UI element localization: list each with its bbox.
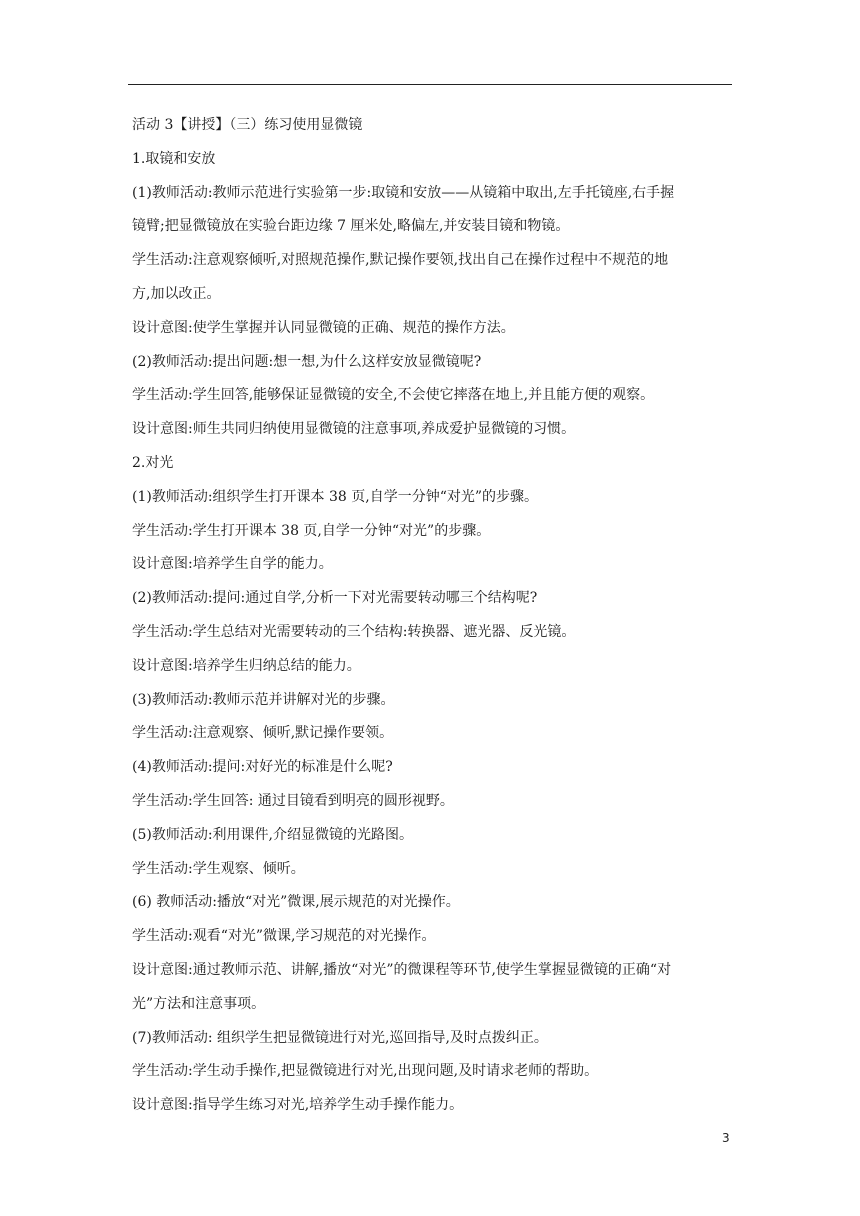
text-line: (1)教师活动:组织学生打开课本 38 页,自学一分钟“对光”的步骤。 [132,488,539,505]
text-line: 学生活动:学生打开课本 38 页,自学一分钟“对光”的步骤。 [132,522,491,539]
text-line: (4)教师活动:提问:对好光的标准是什么呢? [132,759,393,776]
text-line: 方,加以改正。 [132,285,221,302]
section-heading-1: 1.取镜和安放 [132,150,216,167]
text-line: 设计意图:指导学生练习对光,培养学生动手操作能力。 [132,1097,464,1114]
text-line: 设计意图:师生共同归纳使用显微镜的注意事项,养成爱护显微镜的习惯。 [132,421,576,438]
text-line: 光”方法和注意事项。 [132,995,266,1012]
text-line: 设计意图:培养学生自学的能力。 [132,556,333,573]
text-line: 设计意图:通过教师示范、讲解,播放“对光”的微课程等环节,使学生掌握显微镜的正确“对 [132,961,672,978]
text-line: (5)教师活动:利用课件,介绍显微镜的光路图。 [132,826,413,843]
activity-heading: 活动 3【讲授】（三）练习使用显微镜 [132,117,363,133]
header-rule [128,84,732,85]
text-line: 学生活动:学生回答,能够保证显微镜的安全,不会使它摔落在地上,并且能方便的观察。 [132,387,655,404]
section-heading-2: 2.对光 [132,454,174,471]
text-line: 学生活动:学生观察、倾听。 [132,860,305,877]
text-line: (2)教师活动:提出问题:想一想,为什么这样安放显微镜呢? [132,353,482,370]
text-line: 镜臂;把显微镜放在实验台距边缘 7 厘米处,略偏左,并安装目镜和物镜。 [132,218,570,235]
text-line: 学生活动:学生总结对光需要转动的三个结构:转换器、遮光器、反光镜。 [132,623,576,640]
text-line: 设计意图:培养学生归纳总结的能力。 [132,657,361,674]
text-line: 学生活动:学生动手操作,把显微镜进行对光,出现问题,及时请求老师的帮助。 [132,1063,599,1080]
text-line: 学生活动:注意观察倾听,对照规范操作,默记操作要领,找出自己在操作过程中不规范的地 [132,252,669,269]
page-number: 3 [722,1131,730,1145]
document-body [132,109,732,1123]
text-line: (7)教师活动: 组织学生把显微镜进行对光,巡回指导,及时点拨纠正。 [132,1029,548,1046]
text-line: 学生活动:注意观察、倾听,默记操作要领。 [132,725,394,742]
text-line: (6) 教师活动:播放“对光”微课,展示规范的对光操作。 [132,894,460,911]
text-line: (2)教师活动:提问:通过自学,分析一下对光需要转动哪三个结构呢? [132,590,538,607]
text-line: 设计意图:使学生掌握并认同显微镜的正确、规范的操作方法。 [132,319,515,336]
text-line: (3)教师活动:教师示范并讲解对光的步骤。 [132,691,395,708]
text-line: 学生活动:观看“对光”微课,学习规范的对光操作。 [132,928,436,945]
text-line: (1)教师活动:教师示范进行实验第一步:取镜和安放——从镜箱中取出,左手托镜座,右手握 [132,184,675,201]
text-line: 学生活动:学生回答: 通过目镜看到明亮的圆形视野。 [132,792,454,809]
